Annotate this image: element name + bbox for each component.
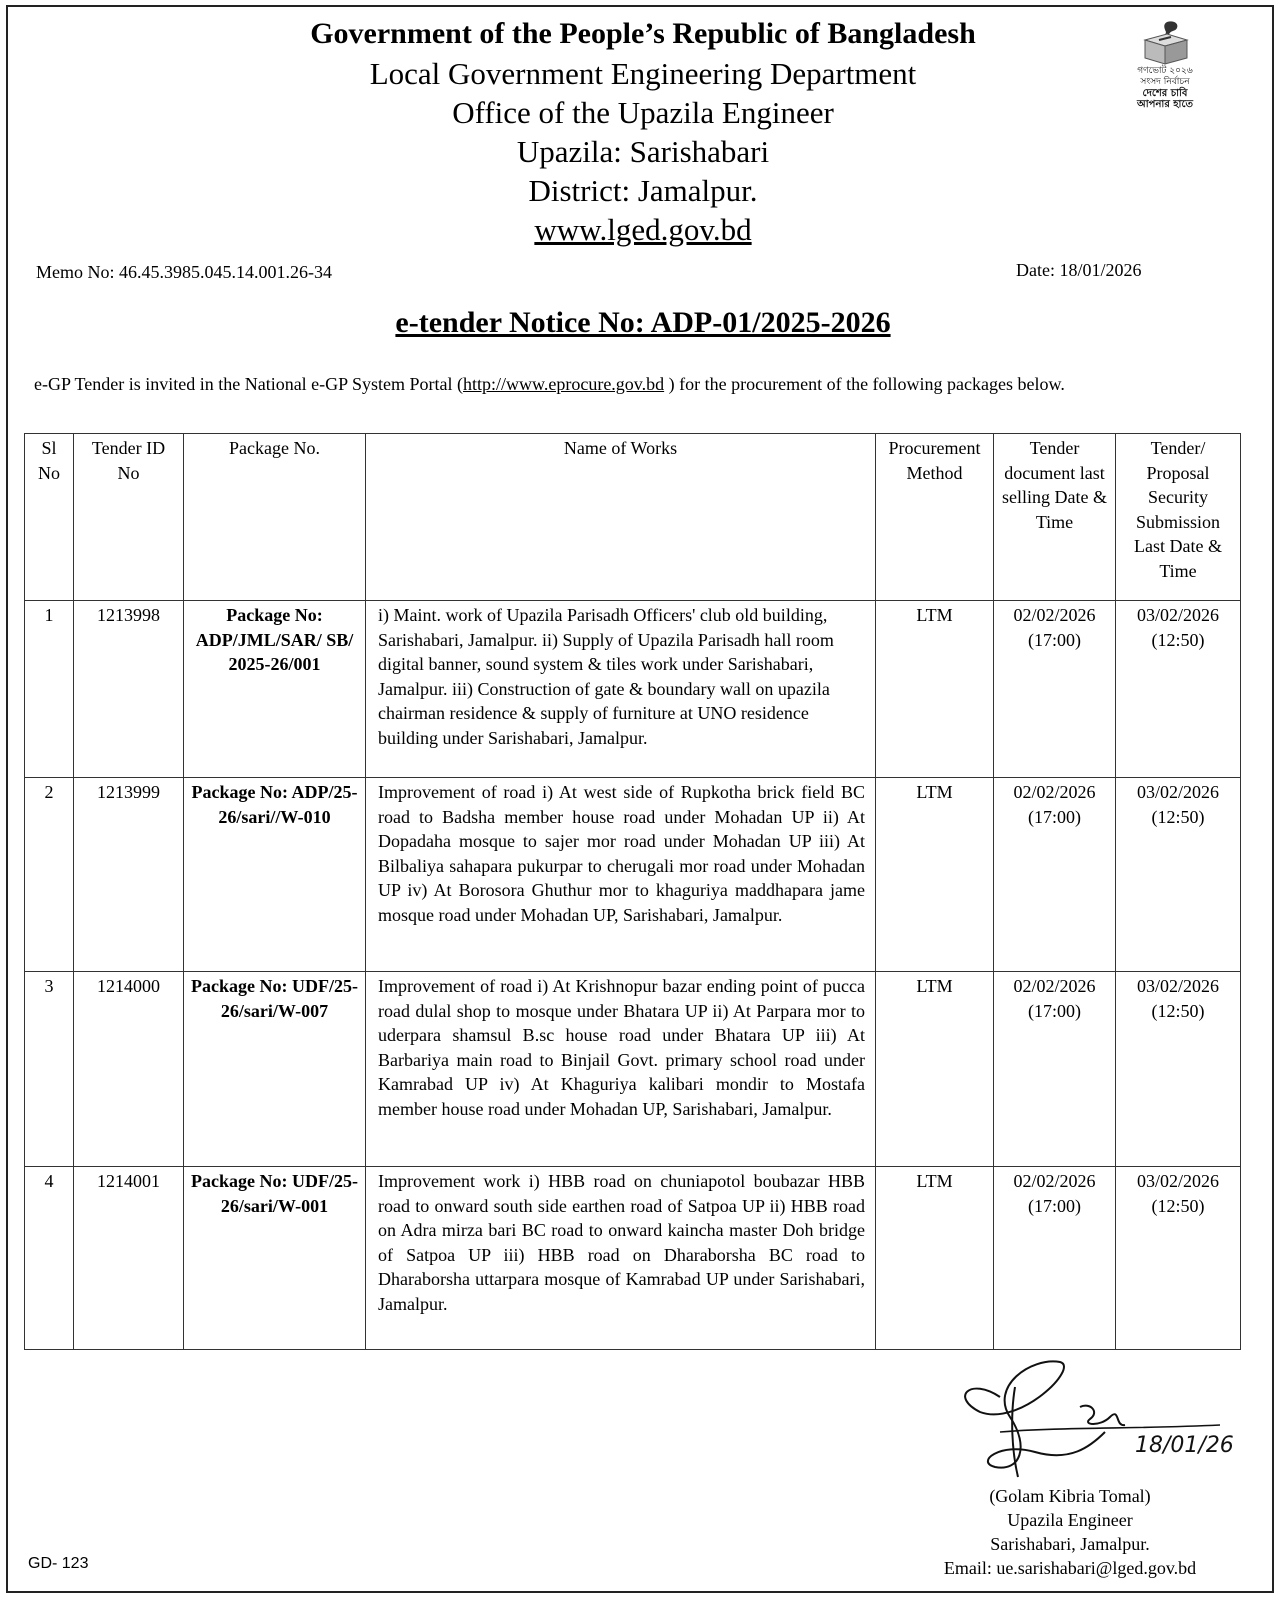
table-row <box>25 972 1241 1167</box>
submission-date-time: 03/02/2026 (12:50) <box>1116 778 1241 972</box>
selling-date-time: 02/02/2026 (17:00) <box>994 778 1116 972</box>
footer-code: GD- 123 <box>28 1555 89 1572</box>
works-description: Improvement work i) HBB road on chuniapotol boubazar HBB road to onward south side earthen road of Satpoa UP ii) HBB road on Adra mirza bari BC road to onward kaincha master Doh bridge of Satpoa UP iii) HBB road on Dharaborsha BC road to Dharaborsha uttarpara mosque of Kamrabad UP under Sarishabari, Jamalpur. <box>366 1167 876 1350</box>
procurement-method: LTM <box>876 778 994 972</box>
tender-table <box>24 433 1241 1350</box>
website-link[interactable]: www.lged.gov.bd <box>534 212 752 247</box>
signatory-block <box>900 1484 1240 1580</box>
signatory-name: (Golam Kibria Tomal) <box>989 1486 1151 1506</box>
table-header-row <box>25 434 1241 601</box>
works-description: i) Maint. work of Upazila Parisadh Officers' club old building, Sarishabari, Jamalpur. ii) Supply of Upazila Parisadh hall room digital banner, sound system & tiles work under Sarishabari, Jamalpur. iii) Construction of gate & boundary wall on upazila chairman residence & supply of furniture at UNO residence building under Sarishabari, Jamalpur. <box>366 601 876 778</box>
selling-date-time: 02/02/2026 (17:00) <box>994 972 1116 1167</box>
package-no: Package No: ADP/JML/SAR/ SB/ 2025-26/001 <box>184 601 366 778</box>
col-header-package: Package No. <box>184 434 366 601</box>
notice-date: Date: 18/01/2026 <box>1016 260 1142 280</box>
department-name: Local Government Engineering Department <box>369 56 917 91</box>
tender-id: 1213998 <box>74 601 184 778</box>
district-name: District: Jamalpur. <box>528 173 758 208</box>
sl-no: 4 <box>25 1167 74 1350</box>
table-row <box>25 1167 1241 1350</box>
tender-id: 1214000 <box>74 972 184 1167</box>
procurement-method: LTM <box>876 972 994 1167</box>
svg-text:18/01/26: 18/01/26 <box>1135 1433 1234 1458</box>
government-title: Government of the People’s Republic of Bangladesh <box>310 17 976 50</box>
submission-date-time: 03/02/2026 (12:50) <box>1116 972 1241 1167</box>
ballot-box-icon <box>1137 18 1193 66</box>
signatory-location: Sarishabari, Jamalpur. <box>990 1534 1150 1554</box>
col-header-tender-id: Tender ID No <box>74 434 184 601</box>
package-no: Package No: UDF/25-26/sari/W-007 <box>184 972 366 1167</box>
works-description: Improvement of road i) At west side of Rupkotha brick field BC road to Badsha member house road under Mohadan UP ii) At Dopadaha mosque to sajer mor road under Mohadan UP iii) At Bilbaliya sahapara pukurpar to cherugali mor road under Mohadan UP iv) At Borosora Ghuthur mor to khaguriya maddhapara jame mosque road under Mohadan UP, Sarishabari, Jamalpur. <box>366 778 876 972</box>
signatory-designation: Upazila Engineer <box>1007 1510 1133 1530</box>
memo-number: Memo No: 46.45.3985.045.14.001.26-34 <box>36 262 332 282</box>
signatory-email[interactable]: Email: ue.sarishabari@lged.gov.bd <box>943 1558 1197 1578</box>
works-description: Improvement of road i) At Krishnopur bazar ending point of pucca road dulal shop to mosque under Bhatara UP ii) At Parpara mor to uderpara shamsul B.sc house road under Bhatara UP iii) At Barbariya main road to Binjail Govt. primary school road under Kamrabad UP iv) At Khaguriya kalibari mondir to Mostafa member house road under Mohadan UP, Sarishabari, Jamalpur. <box>366 972 876 1167</box>
package-no: Package No: UDF/25-26/sari/W-001 <box>184 1167 366 1350</box>
upazila-name: Upazila: Sarishabari <box>516 134 770 169</box>
letterhead <box>0 14 1286 249</box>
eprocure-link[interactable]: http://www.eprocure.gov.bd <box>463 374 665 394</box>
table-row <box>25 601 1241 778</box>
sl-no: 1 <box>25 601 74 778</box>
table-row <box>25 778 1241 972</box>
tender-id: 1213999 <box>74 778 184 972</box>
sl-no: 3 <box>25 972 74 1167</box>
procurement-method: LTM <box>876 1167 994 1350</box>
col-header-works: Name of Works <box>366 434 876 601</box>
tender-id: 1214001 <box>74 1167 184 1350</box>
notice-title: e-tender Notice No: ADP-01/2025-2026 <box>395 306 891 339</box>
intro-paragraph: e-GP Tender is invited in the National e-GP System Portal (http://www.eprocure.gov.bd ) for the procurement of the following packages below. <box>34 374 1065 394</box>
procurement-method: LTM <box>876 601 994 778</box>
selling-date-time: 02/02/2026 (17:00) <box>994 1167 1116 1350</box>
selling-date-time: 02/02/2026 (17:00) <box>994 601 1116 778</box>
office-name: Office of the Upazila Engineer <box>452 95 834 130</box>
signature <box>940 1357 1240 1487</box>
submission-date-time: 03/02/2026 (12:50) <box>1116 601 1241 778</box>
col-header-method: Procurement Method <box>876 434 994 601</box>
package-no: Package No: ADP/25-26/sari//W-010 <box>184 778 366 972</box>
submission-date-time: 03/02/2026 (12:50) <box>1116 1167 1241 1350</box>
col-header-submission: Tender/ Proposal Security Submission Last Date & Time <box>1116 434 1241 601</box>
election-logo: গণভোট ২০২৬ সংসদ নির্বাচন দেশের চাবি আপনার হাতে <box>1115 18 1215 143</box>
col-header-sl: Sl No <box>25 434 74 601</box>
col-header-selling: Tender document last selling Date & Time <box>994 434 1116 601</box>
sl-no: 2 <box>25 778 74 972</box>
